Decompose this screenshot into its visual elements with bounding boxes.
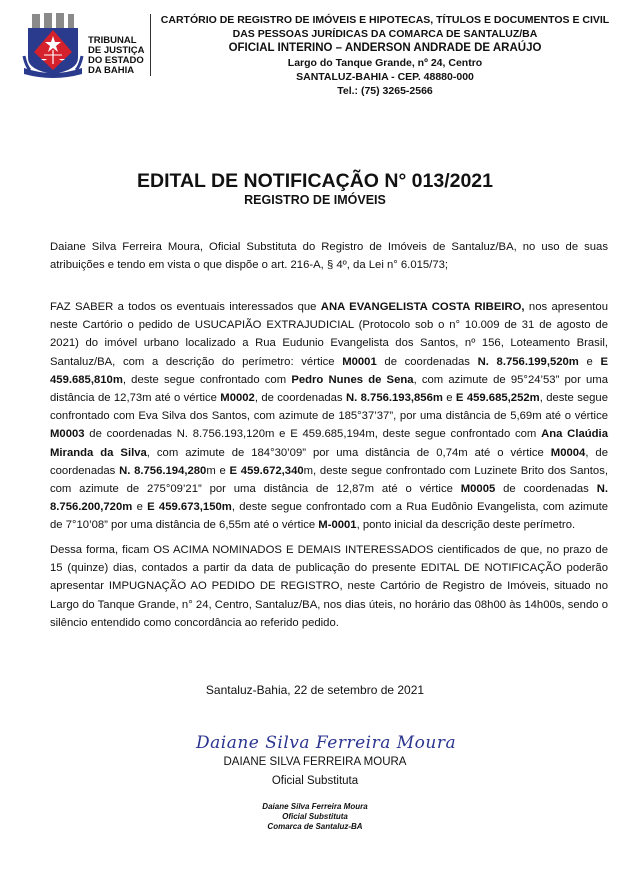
registry-city-cep: SANTALUZ-BAHIA - CEP. 48880-000 bbox=[296, 70, 474, 83]
bold-text-run: N. 8.756.193,856m bbox=[345, 392, 443, 405]
paragraph-notice bbox=[50, 298, 608, 535]
registry-name-cont: DAS PESSOAS JURÍDICAS DA COMARCA DE SANTALUZ/BA bbox=[232, 28, 538, 41]
bold-text-run: N. 8.756.200,720m bbox=[50, 483, 608, 514]
bold-text-run: E 459.685,810m bbox=[50, 355, 609, 386]
bold-text-run: M0003 bbox=[50, 428, 85, 441]
bold-text-run: M-0001 bbox=[318, 519, 357, 532]
text-run: , deste segue confrontado com Eva Silva dos Santos, com azimute de 185°37’37”, por uma distância de 5,69m até o vértice bbox=[50, 392, 608, 423]
text-run: e bbox=[578, 355, 601, 368]
stamp-line: Comarca de Santaluz-BA bbox=[267, 822, 363, 831]
bold-text-run: M0002 bbox=[220, 392, 255, 405]
text-run: de coordenadas N. 8.756.193,120m e E 459.685,194m, deste segue confrontado com bbox=[84, 428, 542, 441]
coat-of-arms-icon bbox=[22, 12, 84, 80]
bold-text-run: E 459.672,340 bbox=[229, 464, 304, 477]
text-run: , deste segue confrontado com bbox=[122, 373, 292, 386]
text-run: e bbox=[132, 501, 148, 514]
court-name-line: DO ESTADO bbox=[88, 55, 144, 66]
registry-name: CARTÓRIO DE REGISTRO DE IMÓVEIS E HIPOTECAS, TÍTULOS E DOCUMENTOS E CIVIL bbox=[160, 14, 610, 26]
bold-text-run: N. 8.756.194,280 bbox=[119, 464, 207, 477]
text-run: , com azimute de 95°24’53” por uma distância de 12,73m até o vértice bbox=[50, 373, 608, 405]
registry-address: Largo do Tanque Grande, nº 24, Centro bbox=[287, 56, 483, 69]
signatory-name: DAIANE SILVA FERREIRA MOURA bbox=[223, 756, 407, 768]
text-run: , de coordenadas bbox=[254, 392, 346, 405]
bold-text-run: Pedro Nunes de Sena bbox=[291, 373, 414, 386]
court-name-line: DA BAHIA bbox=[88, 65, 135, 76]
text-run: nos apresentou neste Cartório o pedido de USUCAPIÃO EXTRAJUDICIAL (Protocolo sob o n° 10.009 de 31 de agosto de 2021) do imóvel urbano localizado a Rua Eudunio Evangelista dos Santos, nº 156, Loteamento Brasil, Santaluz/BA, com a descrição do perímetro: vértice bbox=[50, 301, 608, 368]
court-name-line: TRIBUNAL bbox=[88, 35, 137, 46]
registry-header bbox=[160, 13, 610, 98]
court-name bbox=[88, 36, 144, 76]
text-run: FAZ SABER a todos os eventuais interessados que bbox=[50, 301, 321, 313]
paragraph-deadline: Dessa forma, ficam OS ACIMA NOMINADOS E DEMAIS INTERESSADOS cientificados de que, no prazo de 15 (quinze) dias, contados a partir da data de publicação do presente EDITAL DE NOTIFICAÇÃO poderão apresentar IMPUGNAÇÃO AO PEDIDO DE REGISTRO, neste Cartório de Registro de Imóveis, situado no Largo do Tanque Grande, n° 24, Centro, Santaluz/BA, nos dias úteis, no horário das 08h00 às 14h00s, sendo o silêncio entendido como concordância ao referido pedido. bbox=[50, 544, 608, 629]
stamp-line: Daiane Silva Ferreira Moura bbox=[262, 802, 368, 811]
registry-phone: Tel.: (75) 3265-2566 bbox=[337, 85, 433, 98]
registry-officer: OFICIAL INTERINO – ANDERSON ANDRADE DE ARAÚJO bbox=[228, 42, 542, 55]
handwritten-signature: Daiane Silva Ferreira Moura bbox=[196, 733, 457, 753]
bold-text-run: E 459.685,252m bbox=[455, 392, 540, 405]
bold-text-run: M0004 bbox=[550, 446, 586, 459]
text-run: de coordenadas bbox=[376, 355, 478, 368]
text-run: , com azimute de 184°30’09” por uma distância de 0,74m até o vértice bbox=[146, 446, 551, 459]
text-run: , de coordenadas bbox=[50, 446, 608, 477]
text-run: , deste segue confrontado com a Rua Eudônio Evangelista, com azimute de 7°10’08” por uma distância de 6,55m até o vértice bbox=[50, 501, 609, 532]
bold-text-run: M0005 bbox=[460, 483, 496, 496]
signatory-role: Oficial Substituta bbox=[271, 775, 359, 787]
stamp-line: Oficial Substituta bbox=[282, 812, 348, 821]
paragraph-intro: Daiane Silva Ferreira Moura, Oficial Substituta do Registro de Imóveis de Santaluz/BA, no uso de suas atribuições e tendo em vista o que dispõe o art. 216-A, § 4º, da Lei n° 6.015/73; bbox=[50, 241, 608, 272]
text-run: de coordenadas bbox=[495, 483, 597, 496]
bold-text-run: Ana Claúdia Miranda da Silva bbox=[50, 428, 608, 459]
text-run: , ponto inicial da descrição deste perímetro. bbox=[356, 519, 576, 532]
place-date: Santaluz-Bahia, 22 de setembro de 2021 bbox=[205, 683, 425, 697]
bold-text-run: E 459.673,150m bbox=[147, 501, 232, 514]
document-title: EDITAL DE NOTIFICAÇÃO N° 013/2021 bbox=[137, 170, 493, 192]
text-run: m, deste segue confrontado com Luzinete Brito dos Santos, com azimute de 275°09’21” por uma distância de 12,87m até o vértice bbox=[50, 464, 608, 496]
court-name-line: DE JUSTIÇA bbox=[88, 45, 145, 56]
header-divider bbox=[150, 14, 151, 76]
bold-text-run: M0001 bbox=[342, 355, 377, 368]
text-run: m e bbox=[206, 464, 230, 477]
text-run: e bbox=[442, 392, 456, 405]
official-stamp bbox=[0, 802, 630, 832]
document-subtitle: REGISTRO DE IMÓVEIS bbox=[244, 193, 386, 207]
bold-text-run: ANA EVANGELISTA COSTA RIBEIRO, bbox=[320, 301, 525, 313]
bold-text-run: N. 8.756.199,520m bbox=[477, 355, 579, 368]
